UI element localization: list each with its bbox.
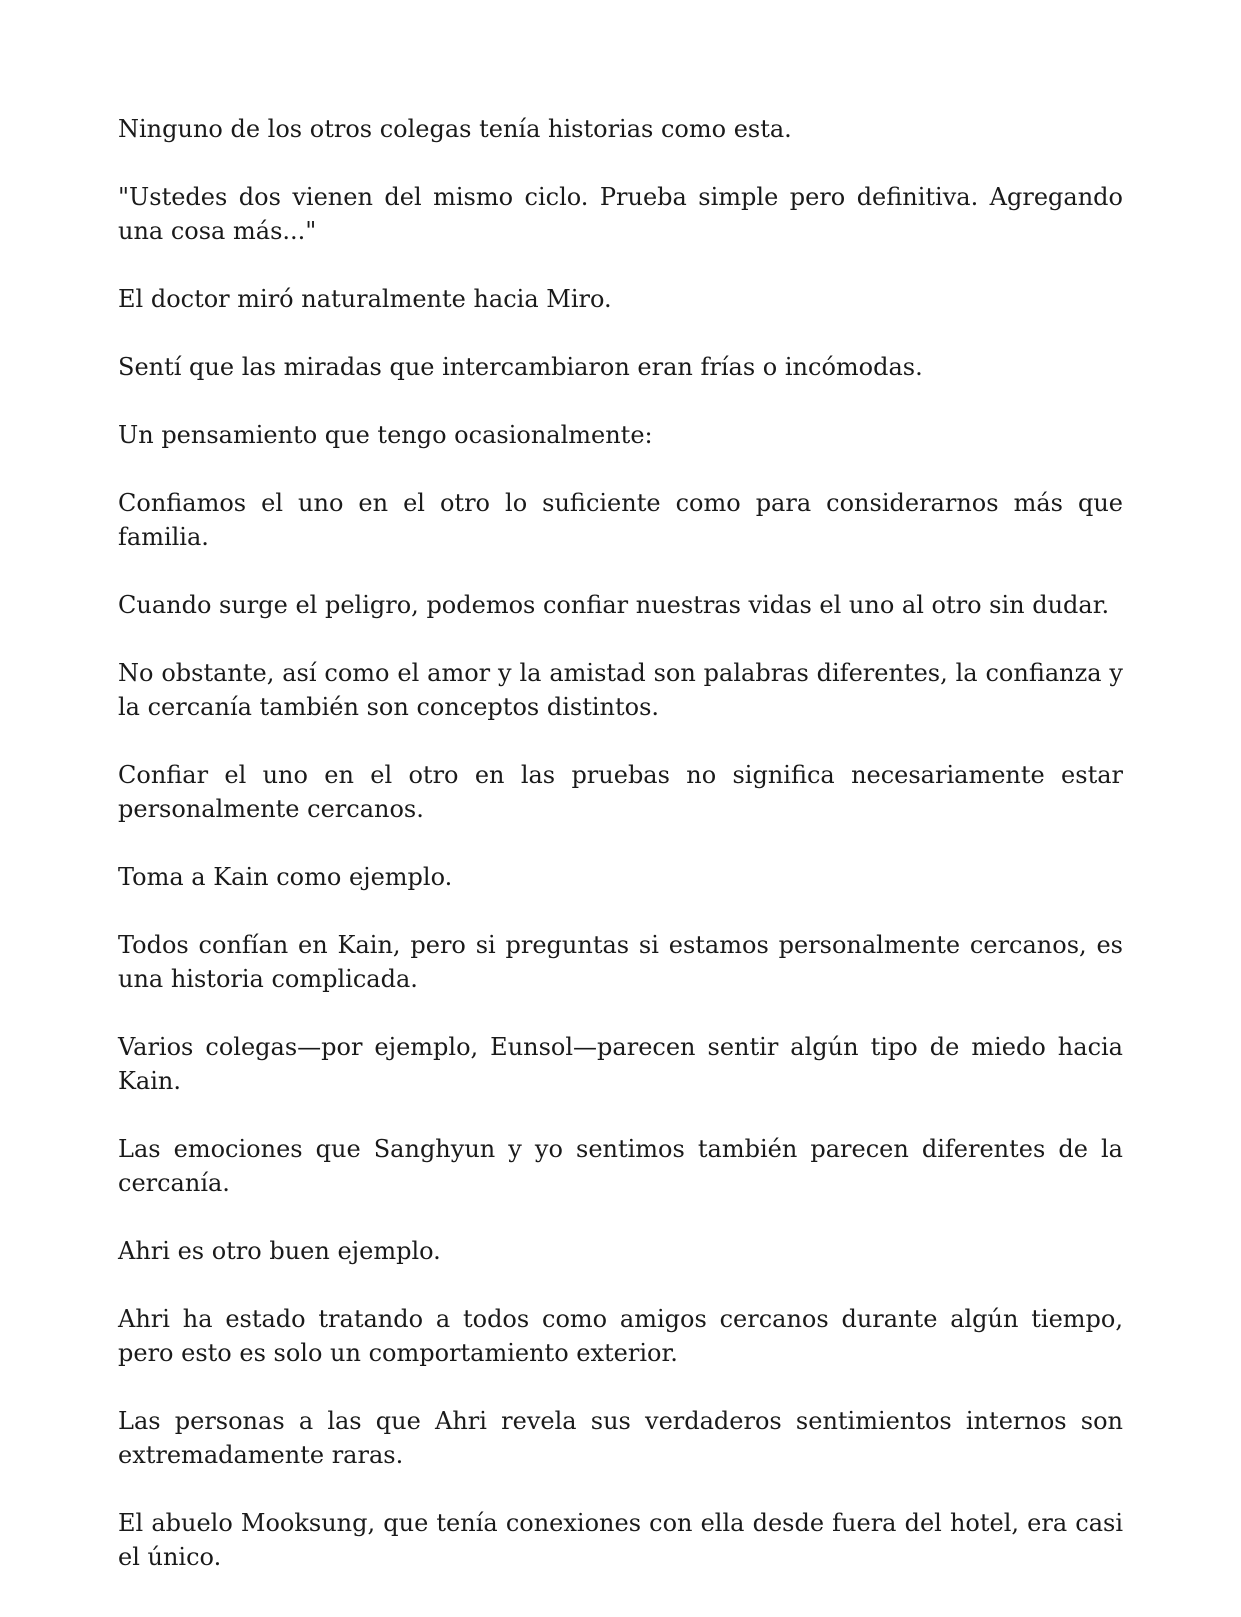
paragraph-2: "Ustedes dos vienen del mismo ciclo. Prueba simple pero definitiva. Agregando una cosa más..." — [118, 183, 1123, 245]
paragraph-11: Todos confían en Kain, pero si preguntas si estamos personalmente cercanos, es una historia complicada. — [118, 931, 1123, 993]
paragraph-17: El abuelo Mooksung, que tenía conexiones con ella desde fuera del hotel, era casi el único. — [118, 1509, 1123, 1571]
paragraph-3: El doctor miró naturalmente hacia Miro. — [118, 285, 612, 313]
paragraph-4: Sentí que las miradas que intercambiaron eran frías o incómodas. — [118, 353, 923, 381]
paragraph-15: Ahri ha estado tratando a todos como amigos cercanos durante algún tiempo, pero esto es solo un comportamiento exterior. — [118, 1305, 1123, 1367]
paragraph-6: Confiamos el uno en el otro lo suficiente como para considerarnos más que familia. — [118, 489, 1123, 551]
paragraph-1: Ninguno de los otros colegas tenía historias como esta. — [118, 115, 792, 143]
document-page — [118, 112, 1123, 1574]
paragraph-9: Confiar el uno en el otro en las pruebas no significa necesariamente estar personalmente cercanos. — [118, 761, 1123, 823]
paragraph-8: No obstante, así como el amor y la amistad son palabras diferentes, la confianza y la cercanía también son conceptos distintos. — [118, 659, 1123, 721]
paragraph-14: Ahri es otro buen ejemplo. — [118, 1237, 441, 1265]
paragraph-5: Un pensamiento que tengo ocasionalmente: — [118, 421, 653, 449]
paragraph-12: Varios colegas—por ejemplo, Eunsol—parecen sentir algún tipo de miedo hacia Kain. — [118, 1033, 1123, 1095]
paragraph-10: Toma a Kain como ejemplo. — [118, 863, 453, 891]
paragraph-13: Las emociones que Sanghyun y yo sentimos también parecen diferentes de la cercanía. — [118, 1135, 1123, 1197]
paragraph-16: Las personas a las que Ahri revela sus verdaderos sentimientos internos son extremadamente raras. — [118, 1407, 1123, 1469]
paragraph-7: Cuando surge el peligro, podemos confiar nuestras vidas el uno al otro sin dudar. — [118, 591, 1110, 619]
